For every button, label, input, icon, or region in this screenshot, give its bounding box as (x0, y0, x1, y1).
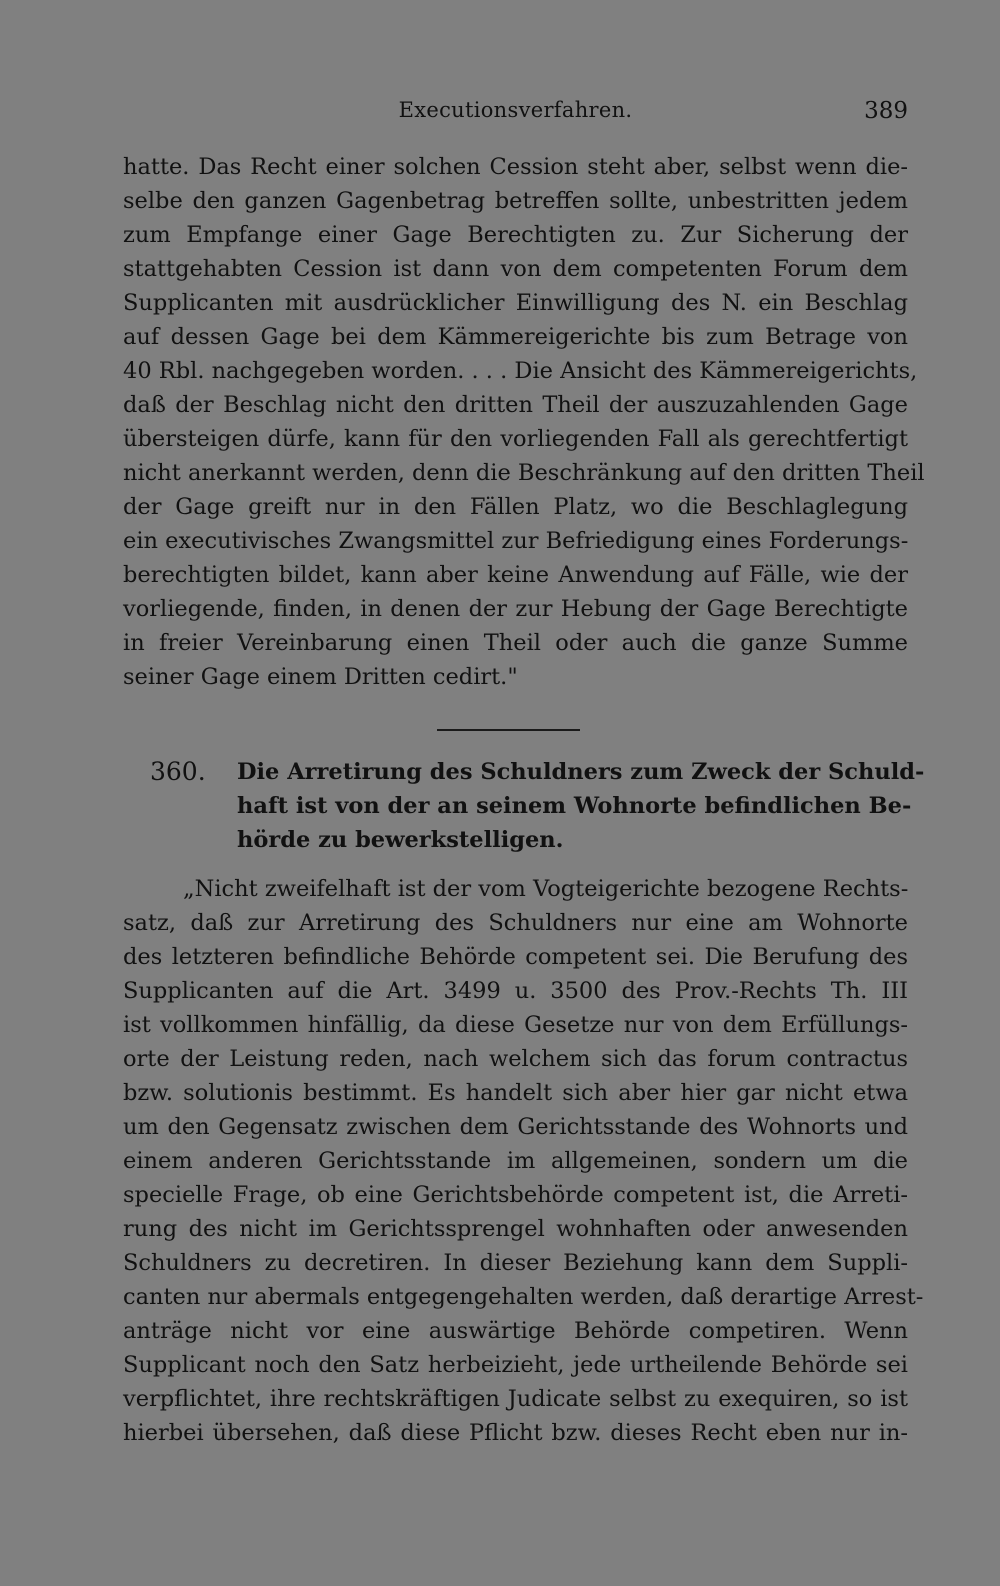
section-title (237, 755, 925, 857)
text-line: hatte. Das Recht einer solchen Cession steht aber, selbst wenn die- (123, 154, 908, 180)
text-line: rung des nicht im Gerichtssprengel wohnhaften oder anwesenden (123, 1216, 908, 1242)
text-line: der Gage greift nur in den Fällen Platz, wo die Beschlaglegung (123, 494, 908, 520)
section-divider (437, 729, 580, 731)
text-line: Supplicanten auf die Art. 3499 u. 3500 des Prov.-Rechts Th. III (123, 978, 908, 1004)
section-body (123, 872, 924, 1450)
text-line: Schuldners zu decretiren. In dieser Beziehung kann dem Suppli- (123, 1250, 908, 1276)
text-line: anträge nicht vor eine auswärtige Behörde competiren. Wenn (123, 1318, 908, 1344)
text-line: des letzteren befindliche Behörde competent sei. Die Berufung des (123, 944, 908, 970)
page-number: 389 (864, 98, 908, 124)
text-line: ein executivisches Zwangsmittel zur Befriedigung eines Forderungs- (123, 528, 909, 554)
page-header (123, 98, 908, 132)
text-line: ist vollkommen hinfällig, da diese Gesetze nur von dem Erfüllungs- (123, 1012, 908, 1038)
title-line: haft ist von der an seinem Wohnorte befindlichen Be- (237, 793, 912, 819)
text-line: seiner Gage einem Dritten cedirt." (123, 664, 518, 690)
text-line: canten nur abermals entgegengehalten werden, daß derartige Arrest- (123, 1284, 924, 1310)
text-line: hierbei übersehen, daß diese Pflicht bzw. dieses Recht eben nur in- (123, 1420, 908, 1446)
text-line: Supplicanten mit ausdrücklicher Einwilligung des N. ein Beschlag (123, 290, 908, 316)
section-number: 360. (150, 757, 206, 786)
text-line: Supplicant noch den Satz herbeizieht, jede urtheilende Behörde sei (123, 1352, 908, 1378)
text-line: einem anderen Gerichtsstande im allgemeinen, sondern um die (123, 1148, 908, 1174)
continuation-paragraph (123, 150, 925, 694)
text-line: stattgehabten Cession ist dann von dem competenten Forum dem (123, 256, 908, 282)
text-line: auf dessen Gage bei dem Kämmereigerichte bis zum Betrage von (123, 324, 908, 350)
text-line: übersteigen dürfe, kann für den vorliegenden Fall als gerechtfertigt (123, 426, 908, 452)
text-line: specielle Frage, ob eine Gerichtsbehörde competent ist, die Arreti- (123, 1182, 908, 1208)
text-line: in freier Vereinbarung einen Theil oder auch die ganze Summe (123, 630, 908, 656)
text-line: „Nicht zweifelhaft ist der vom Vogteigerichte bezogene Rechts- (183, 876, 909, 902)
text-line: verpflichtet, ihre rechtskräftigen Judicate selbst zu exequiren, so ist (123, 1386, 908, 1412)
text-line: nicht anerkannt werden, denn die Beschränkung auf den dritten Theil (123, 460, 925, 486)
text-line: vorliegende, finden, in denen der zur Hebung der Gage Berechtigte (123, 596, 908, 622)
title-line: hörde zu bewerkstelligen. (237, 827, 564, 853)
title-line: Die Arretirung des Schuldners zum Zweck der Schuld- (237, 759, 925, 785)
running-title: Executionsverfahren. (398, 98, 633, 122)
text-line: zum Empfange einer Gage Berechtigten zu. Zur Sicherung der (123, 222, 908, 248)
text-line: satz, daß zur Arretirung des Schuldners nur eine am Wohnorte (123, 910, 908, 936)
text-line: 40 Rbl. nachgegeben worden. . . . Die Ansicht des Kämmereigerichts, (123, 358, 918, 384)
text-line: orte der Leistung reden, nach welchem sich das forum contractus (123, 1046, 908, 1072)
text-line: um den Gegensatz zwischen dem Gerichtsstande des Wohnorts und (123, 1114, 908, 1140)
text-line: berechtigten bildet, kann aber keine Anwendung auf Fälle, wie der (123, 562, 908, 588)
text-line: selbe den ganzen Gagenbetrag betreffen sollte, unbestritten jedem (123, 188, 908, 214)
text-line: daß der Beschlag nicht den dritten Theil der auszuzahlenden Gage (123, 392, 908, 418)
text-line: bzw. solutionis bestimmt. Es handelt sich aber hier gar nicht etwa (123, 1080, 908, 1106)
